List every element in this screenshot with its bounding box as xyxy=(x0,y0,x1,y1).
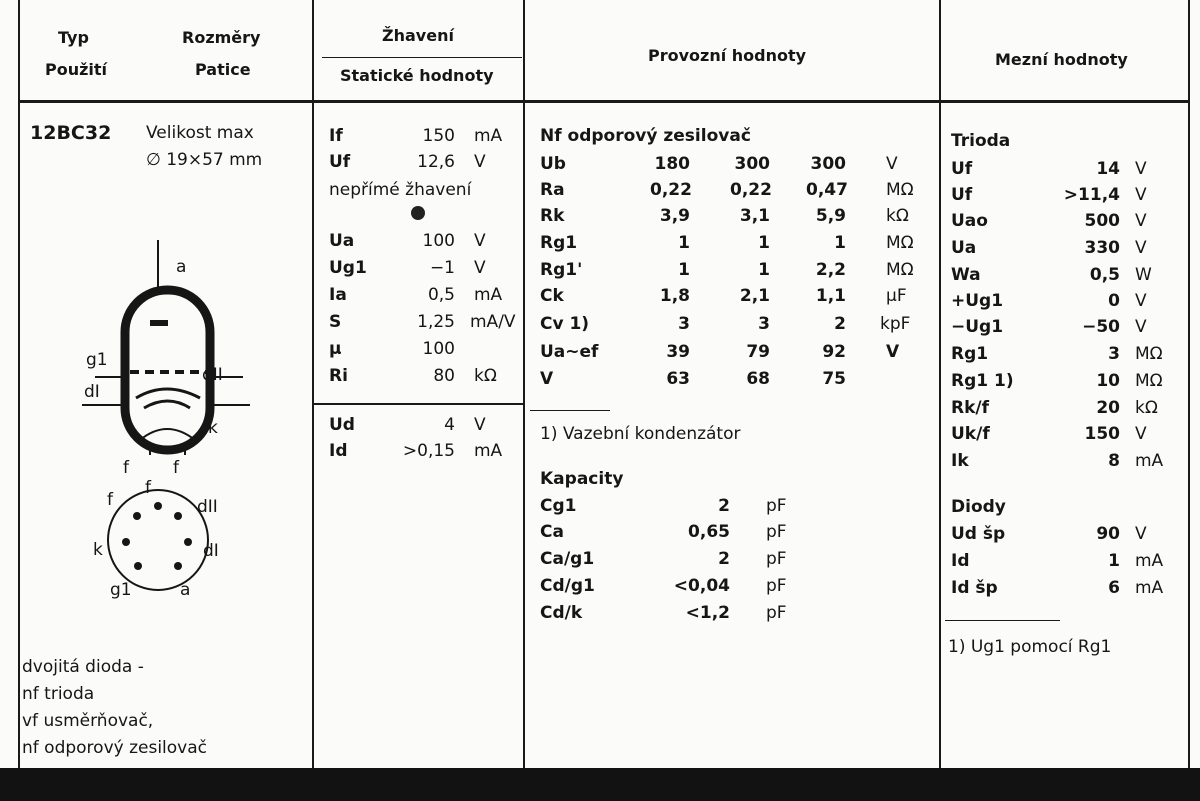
limit-sym: Rg1 xyxy=(951,344,989,364)
limit-sym: Uf xyxy=(951,159,973,179)
operating-unit: MΩ xyxy=(886,180,914,200)
limit-sym: Ua xyxy=(951,238,977,258)
diode-unit: V xyxy=(1135,524,1147,544)
divider-col2 xyxy=(523,0,525,770)
pin-g1-base: g1 xyxy=(110,580,132,600)
header-typ: Typ xyxy=(58,28,89,47)
diode-unit: mA xyxy=(1135,578,1164,598)
operating-footnote: 1) Vazební kondenzátor xyxy=(540,424,741,444)
static-unit: V xyxy=(474,231,486,251)
pin-f-3: f xyxy=(107,490,113,510)
limit-sym: Rk/f xyxy=(951,398,990,418)
operating-v2: 2,1 xyxy=(739,286,770,306)
operating-v1: 1 xyxy=(678,260,690,280)
pin-dI-left: dI xyxy=(84,382,100,402)
capacity-unit: pF xyxy=(766,522,787,542)
operating-unit: kpF xyxy=(880,314,911,334)
static-val: 150 xyxy=(422,126,455,146)
border-left xyxy=(18,0,20,770)
operating-unit: μF xyxy=(886,286,907,306)
operating-v2: 300 xyxy=(734,154,770,174)
pin-a-top: a xyxy=(176,257,187,277)
static-unit: mA xyxy=(474,441,503,461)
footnote-rule-mid xyxy=(530,410,610,411)
operating-v1: 1 xyxy=(678,233,690,253)
bullet-icon xyxy=(411,206,425,220)
operating-v1: 39 xyxy=(666,342,690,362)
limit-sym: +Ug1 xyxy=(951,291,1004,311)
static-val: 12,6 xyxy=(417,152,455,172)
limit-unit: V xyxy=(1135,291,1147,311)
pin-f-2: f xyxy=(173,458,179,478)
operating-sym: Cv 1) xyxy=(540,314,590,334)
capacity-unit: pF xyxy=(766,576,787,596)
operating-v1: 1,8 xyxy=(659,286,690,306)
header-mid-rule xyxy=(322,57,522,58)
limit-sym: Uf xyxy=(951,185,973,205)
header-pouziti: Použití xyxy=(45,60,108,79)
capacity-unit: pF xyxy=(766,603,787,623)
static-sym: μ xyxy=(329,339,342,359)
pin-dII-base: dII xyxy=(197,497,218,517)
capacity-title: Kapacity xyxy=(540,469,624,489)
scan-bottom-band xyxy=(0,768,1200,801)
capacity-sym: Cg1 xyxy=(540,496,577,516)
limit-unit: MΩ xyxy=(1135,371,1163,391)
limit-unit: V xyxy=(1135,317,1147,337)
limit-sym: Rg1 1) xyxy=(951,371,1014,391)
static-val: 4 xyxy=(444,415,455,435)
static-unit: mA/V xyxy=(470,312,516,332)
pin-k-right: k xyxy=(208,418,218,438)
operating-v3: 92 xyxy=(822,342,846,362)
limit-sym: Uao xyxy=(951,211,988,231)
operating-unit: MΩ xyxy=(886,260,914,280)
capacity-val: 0,65 xyxy=(688,522,730,542)
header-zhaveni: Žhavení xyxy=(382,26,454,45)
size-line-2: ∅ 19×57 mm xyxy=(146,150,263,170)
operating-v2: 1 xyxy=(758,260,770,280)
operating-sym: V xyxy=(540,369,554,389)
header-mezni: Mezní hodnoty xyxy=(995,50,1128,69)
static-val: 0,5 xyxy=(427,285,455,305)
capacity-sym: Ca/g1 xyxy=(540,549,595,569)
static-divider xyxy=(312,403,524,405)
operating-unit: MΩ xyxy=(886,233,914,253)
limit-unit: kΩ xyxy=(1135,398,1158,418)
operating-sym: Ck xyxy=(540,286,564,306)
limit-sym: Uk/f xyxy=(951,424,990,444)
diode-val: 1 xyxy=(1108,551,1120,571)
pin-g1-left: g1 xyxy=(86,350,108,370)
static-sym: Ug1 xyxy=(329,258,367,278)
diode-unit: mA xyxy=(1135,551,1164,571)
limit-val: −50 xyxy=(1082,317,1120,337)
operating-v1: 0,22 xyxy=(650,180,692,200)
static-unit: V xyxy=(474,415,486,435)
static-unit: mA xyxy=(474,285,503,305)
static-sym: If xyxy=(329,126,343,146)
limit-unit: V xyxy=(1135,159,1147,179)
limit-sym: Ik xyxy=(951,451,969,471)
operating-v2: 0,22 xyxy=(730,180,772,200)
limit-val: >11,4 xyxy=(1063,185,1120,205)
static-sym: S xyxy=(329,312,342,332)
limit-unit: V xyxy=(1135,211,1147,231)
operating-title: Nf odporový zesilovač xyxy=(540,126,751,146)
limit-unit: W xyxy=(1135,265,1152,285)
diode-sym: Ud šp xyxy=(951,524,1006,544)
operating-v2: 1 xyxy=(758,233,770,253)
use-line-3: vf usměrňovač, xyxy=(22,711,154,731)
pin-dI-base: dI xyxy=(203,541,219,561)
diode-sym: Id šp xyxy=(951,578,998,598)
divider-col3 xyxy=(939,0,941,770)
limit-val: 330 xyxy=(1084,238,1120,258)
limit-val: 500 xyxy=(1084,211,1120,231)
tube-type: 12BC32 xyxy=(30,122,112,144)
static-note: nepřímé žhavení xyxy=(329,180,472,200)
header-rule xyxy=(18,100,1190,103)
static-unit: V xyxy=(474,152,486,172)
static-unit: kΩ xyxy=(474,366,497,386)
triode-title: Trioda xyxy=(951,131,1011,151)
static-val: 1,25 xyxy=(417,312,455,332)
limit-val: 0 xyxy=(1108,291,1120,311)
operating-sym: Rg1' xyxy=(540,260,583,280)
header-provozni: Provozní hodnoty xyxy=(648,46,807,65)
operating-v3: 2,2 xyxy=(815,260,846,280)
footnote-rule-right xyxy=(945,620,1060,621)
limit-val: 3 xyxy=(1108,344,1120,364)
static-val: 100 xyxy=(422,339,455,359)
operating-v1: 180 xyxy=(654,154,690,174)
limit-val: 20 xyxy=(1096,398,1120,418)
limit-val: 150 xyxy=(1084,424,1120,444)
static-sym: Ia xyxy=(329,285,347,305)
static-sym: Ri xyxy=(329,366,348,386)
header-patice: Patice xyxy=(195,60,251,79)
operating-unit: V xyxy=(886,154,898,174)
limits-footnote: 1) Ug1 pomocí Rg1 xyxy=(948,637,1112,657)
diode-sym: Id xyxy=(951,551,970,571)
border-right xyxy=(1188,0,1190,770)
capacity-sym: Cd/g1 xyxy=(540,576,595,596)
pin-f-1: f xyxy=(123,458,129,478)
operating-v3: 1,1 xyxy=(815,286,846,306)
operating-sym: Rk xyxy=(540,206,565,226)
operating-v1: 3 xyxy=(678,314,690,334)
static-unit: V xyxy=(474,258,486,278)
static-sym: Ud xyxy=(329,415,355,435)
operating-sym: Ra xyxy=(540,180,565,200)
operating-unit: V xyxy=(886,342,900,362)
limit-unit: V xyxy=(1135,424,1147,444)
operating-v3: 2 xyxy=(834,314,846,334)
operating-v1: 3,9 xyxy=(659,206,690,226)
pin-a-base: a xyxy=(180,580,191,600)
operating-v2: 68 xyxy=(746,369,770,389)
diode-title: Diody xyxy=(951,497,1006,517)
pin-dII-right: dII xyxy=(202,365,223,385)
tube-schematic xyxy=(60,240,310,620)
limit-unit: V xyxy=(1135,185,1147,205)
static-val: −1 xyxy=(429,258,455,278)
static-val: >0,15 xyxy=(402,441,455,461)
operating-v1: 63 xyxy=(666,369,690,389)
header-staticke: Statické hodnoty xyxy=(340,66,494,85)
operating-v3: 1 xyxy=(834,233,846,253)
operating-sym: Ub xyxy=(540,154,566,174)
pin-f-4: f xyxy=(145,478,151,498)
operating-v3: 300 xyxy=(810,154,846,174)
capacity-sym: Ca xyxy=(540,522,564,542)
size-line-1: Velikost max xyxy=(146,123,254,143)
limit-unit: mA xyxy=(1135,451,1164,471)
capacity-val: 2 xyxy=(718,549,730,569)
divider-col1 xyxy=(312,0,314,770)
static-sym: Uf xyxy=(329,152,351,172)
static-val: 100 xyxy=(422,231,455,251)
operating-sym: Rg1 xyxy=(540,233,578,253)
use-line-1: dvojitá dioda - xyxy=(22,657,144,677)
operating-unit: kΩ xyxy=(886,206,909,226)
static-val: 80 xyxy=(433,366,455,386)
capacity-unit: pF xyxy=(766,496,787,516)
operating-sym: Ua~ef xyxy=(540,342,599,362)
operating-v3: 5,9 xyxy=(815,206,846,226)
capacity-val: <1,2 xyxy=(685,603,730,623)
limit-sym: −Ug1 xyxy=(951,317,1004,337)
diode-val: 6 xyxy=(1108,578,1120,598)
static-sym: Ua xyxy=(329,231,355,251)
limit-val: 8 xyxy=(1108,451,1120,471)
pin-k-base: k xyxy=(93,540,103,560)
header-rozmery: Rozměry xyxy=(182,28,261,47)
static-sym: Id xyxy=(329,441,348,461)
capacity-val: <0,04 xyxy=(673,576,730,596)
limit-val: 14 xyxy=(1096,159,1120,179)
use-line-2: nf trioda xyxy=(22,684,95,704)
use-line-4: nf odporový zesilovač xyxy=(22,738,207,758)
operating-v2: 79 xyxy=(746,342,770,362)
operating-v3: 75 xyxy=(822,369,846,389)
diode-val: 90 xyxy=(1096,524,1120,544)
operating-v2: 3,1 xyxy=(739,206,770,226)
capacity-sym: Cd/k xyxy=(540,603,583,623)
limit-sym: Wa xyxy=(951,265,981,285)
limit-unit: MΩ xyxy=(1135,344,1163,364)
operating-v3: 0,47 xyxy=(806,180,848,200)
limit-val: 0,5 xyxy=(1089,265,1120,285)
limit-unit: V xyxy=(1135,238,1147,258)
limit-val: 10 xyxy=(1096,371,1120,391)
operating-v2: 3 xyxy=(758,314,770,334)
capacity-val: 2 xyxy=(718,496,730,516)
capacity-unit: pF xyxy=(766,549,787,569)
static-unit: mA xyxy=(474,126,503,146)
